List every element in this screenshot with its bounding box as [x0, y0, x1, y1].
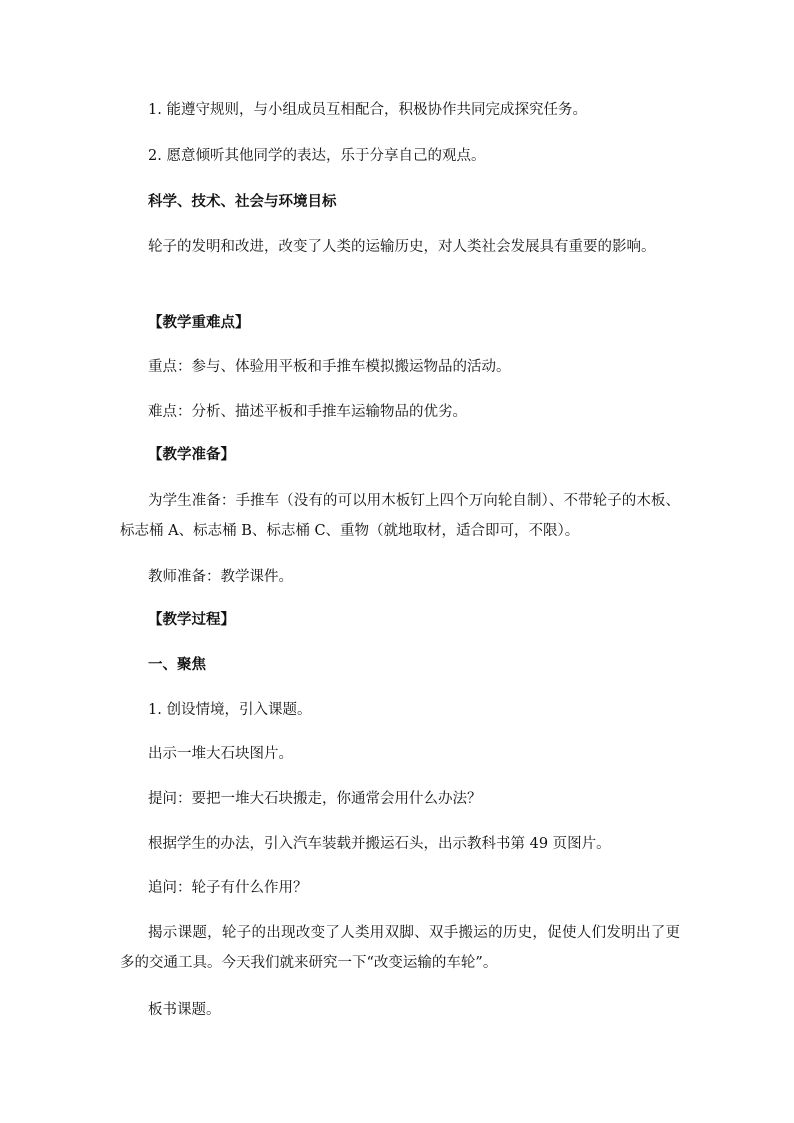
section-heading-key-points: 【教学重难点】: [148, 314, 250, 331]
step-1-line: 1. 创设情境，引入课题。: [148, 702, 312, 718]
key-point-line: 重点：参与、体验用平板和手推车模拟搬运物品的活动。: [148, 359, 511, 375]
goal-item-2: 2. 愿意倾听其他同学的表达，乐于分享自己的观点。: [148, 148, 486, 164]
subsection-heading-focus: 一、聚焦: [148, 656, 206, 673]
section-heading-stse: 科学、技术、社会与环境目标: [148, 193, 337, 210]
teacher-preparation-line: 教师准备：教学课件。: [148, 569, 293, 585]
student-preparation-paragraph: 为学生准备：手推车（没有的可以用木板钉上四个万向轮自制）、不带轮子的木板、标志桶 A、标志桶 B、标志桶 C、重物（就地取材，适合即可，不限）。: [120, 493, 680, 539]
textbook-picture-line: 根据学生的办法，引入汽车装载并搬运石头，出示教科书第 49 页图片。: [148, 836, 611, 852]
follow-up-question-line: 追问：轮子有什么作用？: [148, 880, 308, 896]
section-heading-process: 【教学过程】: [148, 611, 235, 628]
stse-paragraph: 轮子的发明和改进，改变了人类的运输历史，对人类社会发展具有重要的影响。: [148, 239, 656, 255]
question-line: 提问：要把一堆大石块搬走，你通常会用什么办法？: [148, 791, 482, 807]
goal-item-1: 1. 能遵守规则，与小组成员互相配合，积极协作共同完成探究任务。: [148, 102, 587, 118]
difficulty-line: 难点：分析、描述平板和手推车运输物品的优劣。: [148, 404, 467, 420]
reveal-topic-paragraph: 揭示课题，轮子的出现改变了人类用双脚、双手搬运的历史，促使人们发明出了更多的交通工具。今天我们就来研究一下“改变运输的车轮”。: [120, 925, 680, 971]
show-picture-line: 出示一堆大石块图片。: [148, 746, 293, 762]
section-heading-preparation: 【教学准备】: [148, 446, 235, 463]
board-title-line: 板书课题。: [148, 1002, 221, 1018]
